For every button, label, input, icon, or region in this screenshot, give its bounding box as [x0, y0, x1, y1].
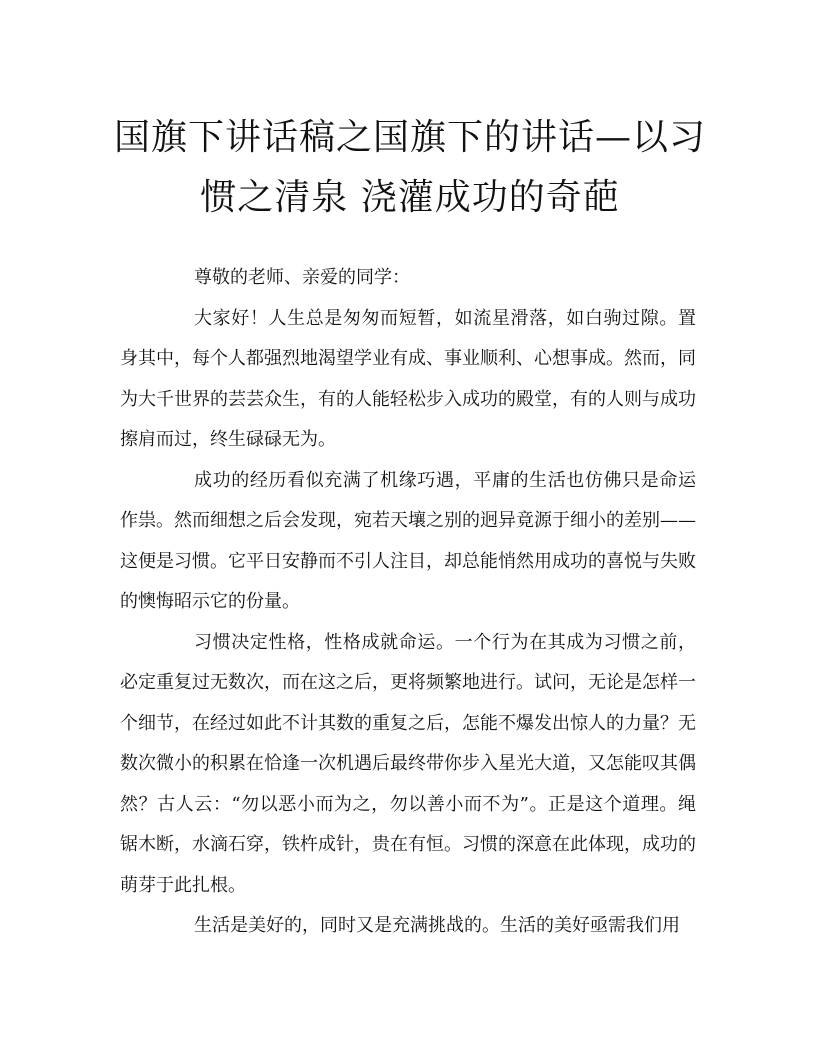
paragraph-3: 习惯决定性格，性格成就命运。一个行为在其成为习惯之前，必定重复过无数次，而在这之后，更将频繁地进行。试问，无论是怎样一个细节，在经过如此不计其数的重复之后，怎能不爆发出惊人的力量？无数次微小的积累在恰逢一次机遇后最终带你步入星光大道，又怎能叹其偶然？古人云：“勿以恶小而为之，勿以善小而不为”。正是这个道理。绳锯木断，水滴石穿，铁杵成针，贵在有恒。习惯的深意在此体现，成功的萌芽于此扎根。 — [120, 631, 696, 896]
title-line-1: 国旗下讲话稿之国旗下的讲话—以习 — [113, 117, 706, 158]
document-title — [110, 108, 710, 228]
paragraph-4: 生活是美好的，同时又是充满挑战的。生活的美好亟需我们用 — [194, 915, 680, 936]
paragraph-1: 大家好！人生总是匆匆而短暂，如流星滑落，如白驹过隙。置身其中，每个人都强烈地渴望学业有成、事业顺利、心想事成。然而，同为大千世界的芸芸众生，有的人能轻松步入成功的殿堂，有的人则与成功擦肩而过，终生碌碌无为。 — [120, 307, 696, 450]
salutation: 尊敬的老师、亲爱的同学： — [194, 267, 410, 288]
paragraph-2: 成功的经历看似充满了机缘巧遇，平庸的生活也仿佛只是命运作祟。然而细想之后会发现，宛若天壤之别的迥异竟源于细小的差别——这便是习惯。它平日安静而不引人注目，却总能悄然用成功的喜悦与失败的懊悔昭示它的份量。 — [120, 469, 696, 612]
document-body — [120, 258, 696, 947]
title-line-2: 惯之清泉 浇灌成功的奇葩 — [200, 177, 620, 218]
